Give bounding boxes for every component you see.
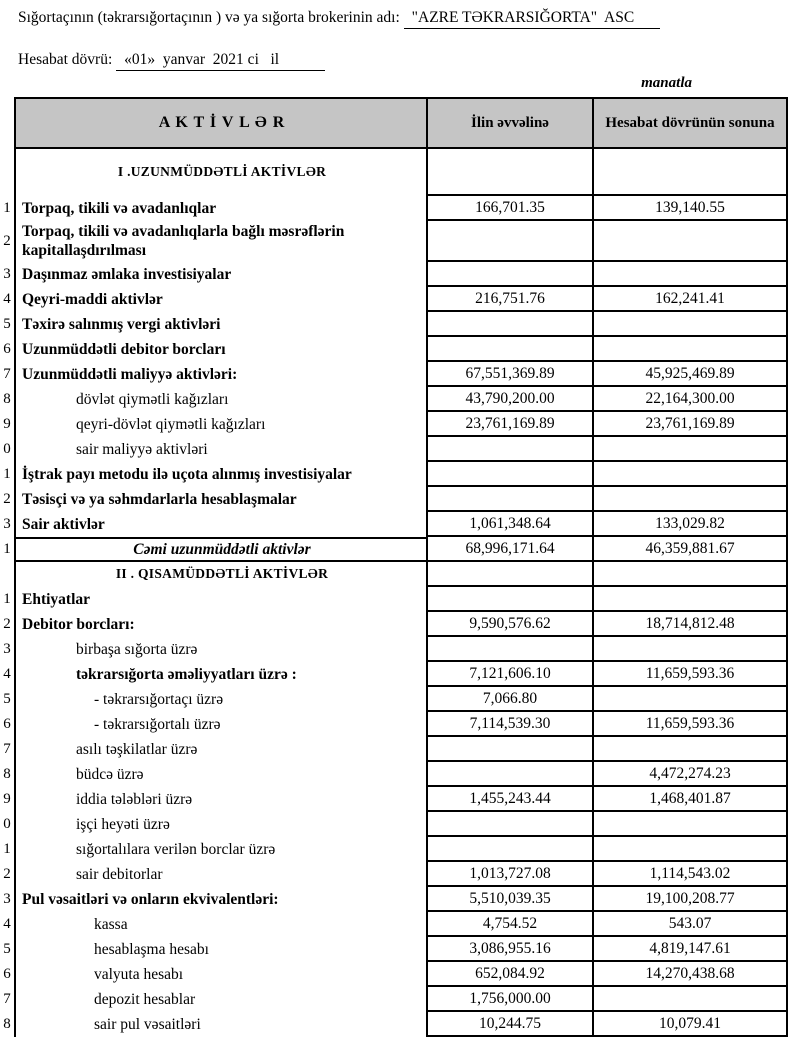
value-period-end: 19,100,208.77 xyxy=(594,887,788,912)
value-period-end: 543.07 xyxy=(594,912,788,937)
value-period-end xyxy=(594,837,788,862)
value-period-end: 45,925,469.89 xyxy=(594,362,788,387)
row-label: İştrak payı metodu ilə uçota alınmış investisiyalar xyxy=(14,462,428,487)
row-label: sair maliyyə aktivləri xyxy=(14,437,428,462)
period-line xyxy=(18,51,788,69)
row-number: 5 xyxy=(3,941,11,958)
value-period-end: 22,164,300.00 xyxy=(594,387,788,412)
row-label: valyuta hesabı xyxy=(14,962,428,987)
value-period-end: 46,359,881.67 xyxy=(594,537,788,562)
row-label: Qeyri-maddi aktivlər xyxy=(14,287,428,312)
row-number: 8 xyxy=(3,390,11,407)
row-label: I .UZUNMÜDDƏTLİ AKTİVLƏR xyxy=(14,149,428,196)
value-year-start: 7,114,539.30 xyxy=(428,712,594,737)
value-period-end xyxy=(594,262,788,287)
row-label: dövlət qiymətli kağızları xyxy=(14,387,428,412)
value-year-start: 1,455,243.44 xyxy=(428,787,594,812)
value-period-end: 14,270,438.68 xyxy=(594,962,788,987)
value-period-end: 133,029.82 xyxy=(594,512,788,537)
row-label: Debitor borcları: xyxy=(14,612,428,637)
gutter-spacer xyxy=(0,97,14,149)
value-period-end xyxy=(594,562,788,587)
value-period-end: 10,079.41 xyxy=(594,1012,788,1037)
value-year-start xyxy=(428,221,594,262)
row-label: depozit hesablar xyxy=(14,987,428,1012)
value-period-end xyxy=(594,221,788,262)
row-number: 2 xyxy=(3,490,11,507)
col-header-assets: A K T İ V L Ə R xyxy=(14,97,428,149)
value-period-end xyxy=(594,487,788,512)
row-number: 4 xyxy=(3,916,11,933)
value-year-start xyxy=(428,762,594,787)
row-number: 1 xyxy=(3,591,11,608)
row-label: hesablaşma hesabı xyxy=(14,937,428,962)
row-number: 6 xyxy=(3,966,11,983)
row-number: 7 xyxy=(3,741,11,758)
row-label: Sair aktivlər xyxy=(14,512,428,537)
row-label: iddia tələbləri üzrə xyxy=(14,787,428,812)
value-year-start: 23,761,169.89 xyxy=(428,412,594,437)
row-number: 6 xyxy=(3,716,11,733)
document-header xyxy=(0,9,800,92)
row-number: 7 xyxy=(3,365,11,382)
value-year-start: 3,086,955.16 xyxy=(428,937,594,962)
row-label: Təxirə salınmış vergi aktivləri xyxy=(14,312,428,337)
insurer-line xyxy=(18,9,788,27)
row-number: 8 xyxy=(3,1016,11,1033)
col-header-year-start: İlin əvvəlinə xyxy=(428,97,594,149)
value-period-end: 1,114,543.02 xyxy=(594,862,788,887)
row-label: Pul vəsaitləri və onların ekvivalentləri: xyxy=(14,887,428,912)
row-label: Torpaq, tikili və avadanlıqlarla bağlı məsrəflərin kapitallaşdırılması xyxy=(14,221,428,262)
period-value: «01» yanvar 2021 ci il xyxy=(116,51,325,71)
row-number: 9 xyxy=(3,415,11,432)
row-number: 3 xyxy=(3,641,11,658)
value-period-end xyxy=(594,437,788,462)
value-year-start xyxy=(428,837,594,862)
row-number: 1 xyxy=(3,465,11,482)
value-year-start: 43,790,200.00 xyxy=(428,387,594,412)
value-period-end xyxy=(594,737,788,762)
value-year-start: 166,701.35 xyxy=(428,196,594,221)
row-number: 3 xyxy=(3,515,11,532)
row-number: 5 xyxy=(3,315,11,332)
row-number: 5 xyxy=(3,691,11,708)
row-number: 2 xyxy=(3,866,11,883)
insurer-name: "AZRE TƏKRARSIĞORTA" ASC xyxy=(404,9,661,29)
value-year-start xyxy=(428,312,594,337)
value-year-start: 1,756,000.00 xyxy=(428,987,594,1012)
value-year-start: 4,754.52 xyxy=(428,912,594,937)
row-label: sair pul vəsaitləri xyxy=(14,1012,428,1037)
value-year-start xyxy=(428,487,594,512)
row-label: kassa xyxy=(14,912,428,937)
row-number: 1 xyxy=(3,541,11,558)
row-label: asılı təşkilatlar üzrə xyxy=(14,737,428,762)
value-period-end: 11,659,593.36 xyxy=(594,712,788,737)
assets-table xyxy=(0,97,800,1037)
row-number: 3 xyxy=(3,891,11,908)
row-number: 0 xyxy=(3,440,11,457)
row-label: Cəmi uzunmüddətli aktivlər xyxy=(14,537,428,562)
row-label: Uzunmüddətli maliyyə aktivləri: xyxy=(14,362,428,387)
row-number: 2 xyxy=(3,233,11,249)
value-year-start: 9,590,576.62 xyxy=(428,612,594,637)
row-number: 8 xyxy=(3,766,11,783)
currency-note: manatla xyxy=(641,75,692,91)
row-label: II . QISAMÜDDƏTLİ AKTİVLƏR xyxy=(14,562,428,587)
row-number xyxy=(0,562,14,587)
row-label: təkrarsığorta əməliyyatları üzrə : xyxy=(14,662,428,687)
value-period-end: 23,761,169.89 xyxy=(594,412,788,437)
value-period-end xyxy=(594,149,788,196)
value-year-start xyxy=(428,562,594,587)
value-year-start xyxy=(428,337,594,362)
row-number: 7 xyxy=(3,991,11,1008)
row-label: Uzunmüddətli debitor borcları xyxy=(14,337,428,362)
row-number: 6 xyxy=(3,340,11,357)
col-header-period-end: Hesabat dövrünün sonuna xyxy=(594,97,788,149)
value-period-end xyxy=(594,462,788,487)
value-year-start xyxy=(428,737,594,762)
value-year-start: 7,066.80 xyxy=(428,687,594,712)
row-number xyxy=(0,149,14,196)
value-year-start: 7,121,606.10 xyxy=(428,662,594,687)
row-number: 0 xyxy=(3,816,11,833)
row-label: - təkrarsığortaçı üzrə xyxy=(14,687,428,712)
value-period-end xyxy=(594,587,788,612)
row-label: Ehtiyatlar xyxy=(14,587,428,612)
value-year-start: 67,551,369.89 xyxy=(428,362,594,387)
value-year-start: 5,510,039.35 xyxy=(428,887,594,912)
value-year-start xyxy=(428,262,594,287)
value-period-end xyxy=(594,312,788,337)
row-label: sığortalılara verilən borclar üzrə xyxy=(14,837,428,862)
row-number: 4 xyxy=(3,290,11,307)
value-year-start xyxy=(428,149,594,196)
value-period-end: 4,472,274.23 xyxy=(594,762,788,787)
value-period-end: 1,468,401.87 xyxy=(594,787,788,812)
insurer-label: Sığortaçının (təkrarsığortaçının ) və ya sığorta brokerinin adı: xyxy=(18,9,400,26)
value-period-end: 11,659,593.36 xyxy=(594,662,788,687)
value-year-start xyxy=(428,637,594,662)
row-label: Torpaq, tikili və avadanlıqlar xyxy=(14,196,428,221)
value-year-start xyxy=(428,437,594,462)
value-period-end: 18,714,812.48 xyxy=(594,612,788,637)
value-period-end: 4,819,147.61 xyxy=(594,937,788,962)
row-label: birbaşa sığorta üzrə xyxy=(14,637,428,662)
row-number: 1 xyxy=(3,200,11,217)
row-label: Daşınmaz əmlaka investisiyalar xyxy=(14,262,428,287)
row-label: qeyri-dövlət qiymətli kağızları xyxy=(14,412,428,437)
value-period-end xyxy=(594,812,788,837)
value-period-end: 139,140.55 xyxy=(594,196,788,221)
value-year-start: 216,751.76 xyxy=(428,287,594,312)
period-label: Hesabat dövrü: xyxy=(18,51,113,68)
value-year-start xyxy=(428,462,594,487)
value-year-start: 10,244.75 xyxy=(428,1012,594,1037)
row-number: 3 xyxy=(3,265,11,282)
row-label: sair debitorlar xyxy=(14,862,428,887)
row-number: 9 xyxy=(3,791,11,808)
row-label: işçi heyəti üzrə xyxy=(14,812,428,837)
value-period-end xyxy=(594,687,788,712)
value-year-start: 652,084.92 xyxy=(428,962,594,987)
row-number: 4 xyxy=(3,666,11,683)
value-year-start: 1,013,727.08 xyxy=(428,862,594,887)
row-label: Təsisçi və ya səhmdarlarla hesablaşmalar xyxy=(14,487,428,512)
row-label: büdcə üzrə xyxy=(14,762,428,787)
value-period-end xyxy=(594,987,788,1012)
value-year-start: 68,996,171.64 xyxy=(428,537,594,562)
value-year-start: 1,061,348.64 xyxy=(428,512,594,537)
value-year-start xyxy=(428,812,594,837)
value-period-end xyxy=(594,337,788,362)
value-period-end: 162,241.41 xyxy=(594,287,788,312)
value-year-start xyxy=(428,587,594,612)
row-number: 1 xyxy=(3,841,11,858)
row-label: - təkrarsığortalı üzrə xyxy=(14,712,428,737)
value-period-end xyxy=(594,637,788,662)
row-number: 2 xyxy=(3,616,11,633)
